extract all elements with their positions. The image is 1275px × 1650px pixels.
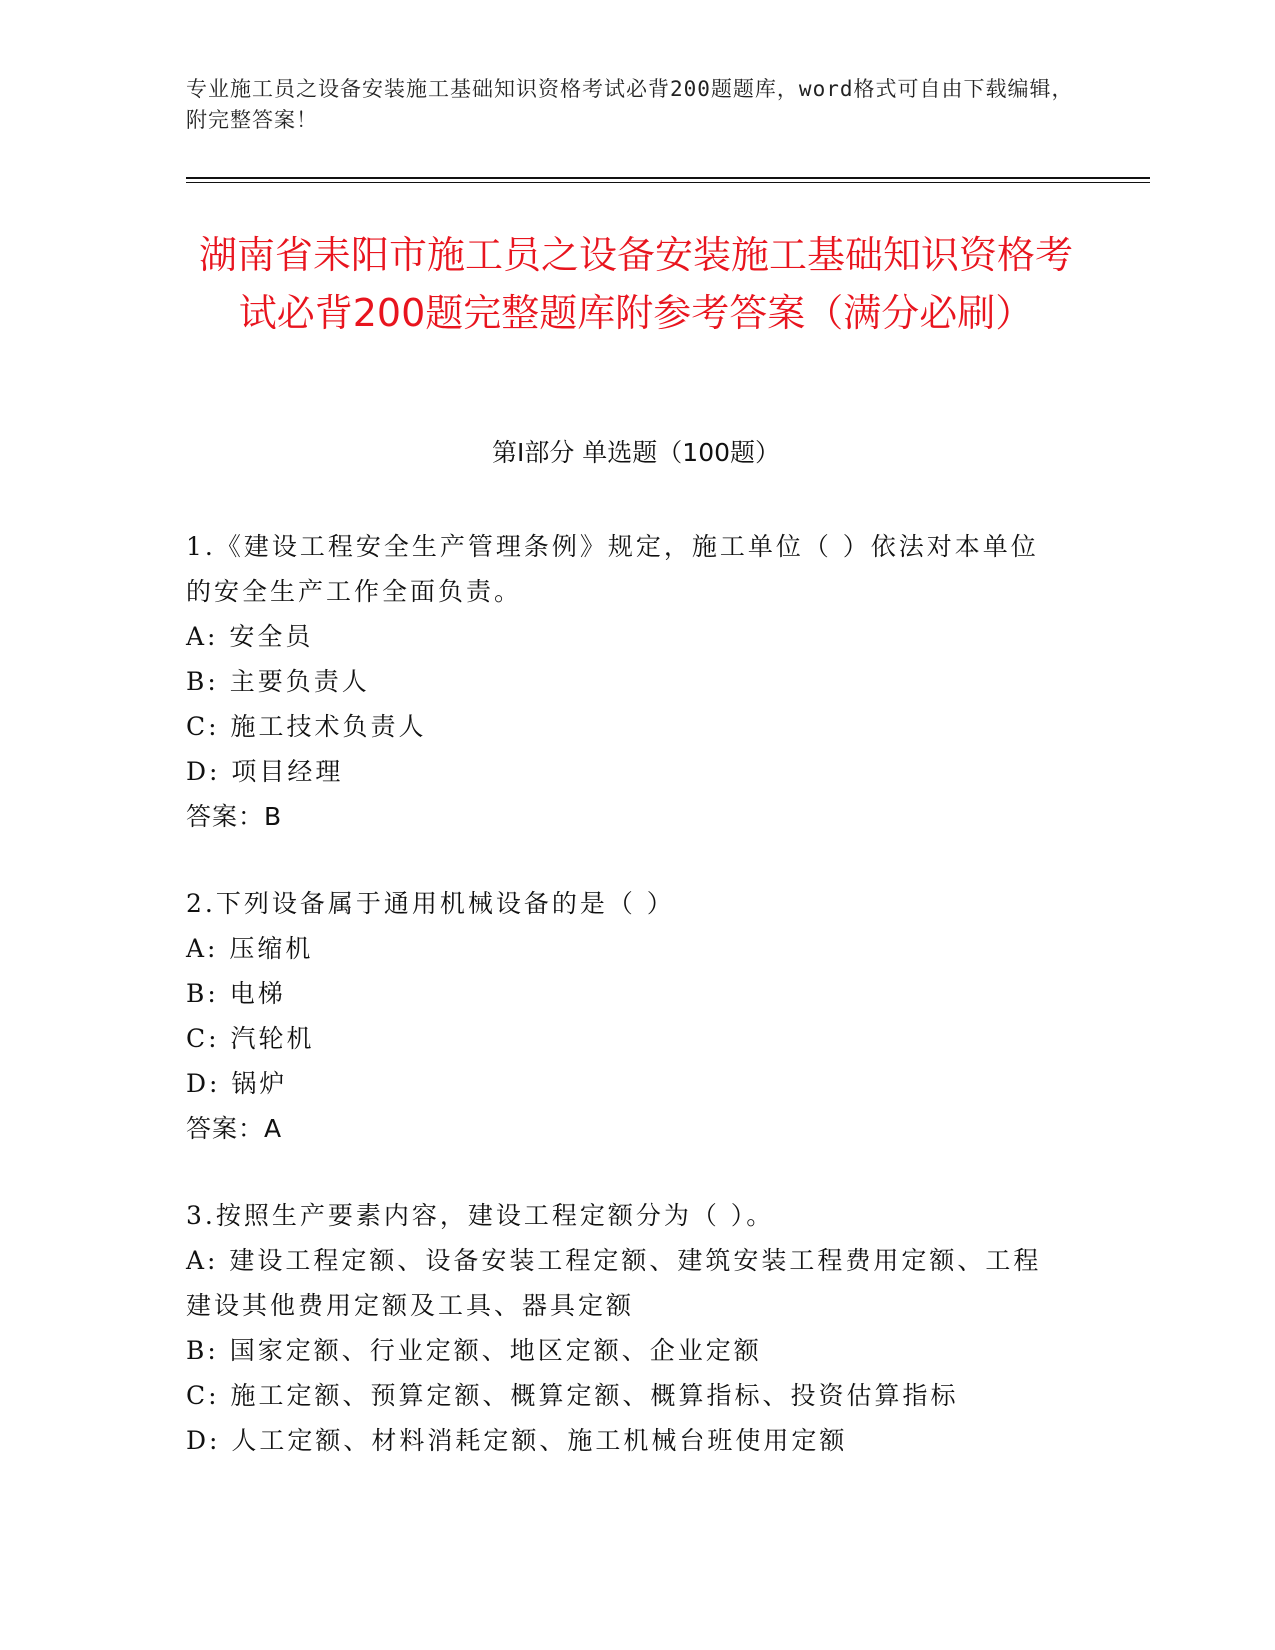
option-a: A: 建设工程定额、设备安装工程定额、建筑安装工程费用定额、工程建设其他费用定额及工具、器具定额 [186,1246,1042,1320]
header-divider-thin [186,182,1150,183]
header-note: 专业施工员之设备安装施工基础知识资格考试必背200题题库，word格式可自由下载编辑，附完整答案！ [186,77,1074,132]
option-b: B: 主要负责人 [186,667,370,696]
question-stem: 2.下列设备属于通用机械设备的是（ ） [186,889,675,918]
section-title: 第Ⅰ部分 单选题（100题） [491,438,781,467]
question-1 [186,524,1066,839]
option-d: D: 锅炉 [186,1069,288,1098]
document-title: 湖南省耒阳市施工员之设备安装施工基础知识资格考试必背200题完整题库附参考答案（满分必刷） [198,233,1073,335]
option-d: D: 人工定额、材料消耗定额、施工机械台班使用定额 [186,1426,848,1455]
option-a: A: 压缩机 [186,934,314,963]
header-divider-thick [186,177,1150,179]
option-b: B: 电梯 [186,979,286,1008]
question-2 [186,881,1066,1151]
option-c: C: 施工定额、预算定额、概算定额、概算指标、投资估算指标 [186,1381,959,1410]
question-stem: 3.按照生产要素内容，建设工程定额分为（ ）。 [186,1201,775,1230]
question-3 [186,1193,1066,1463]
answer: 答案：B [186,802,283,831]
option-d: D: 项目经理 [186,757,344,786]
option-b: B: 国家定额、行业定额、地区定额、企业定额 [186,1336,762,1365]
answer: 答案：A [186,1114,283,1143]
option-a: A: 安全员 [186,622,314,651]
question-stem: 1.《建设工程安全生产管理条例》规定，施工单位（ ）依法对本单位的安全生产工作全面负责。 [186,532,1039,606]
option-c: C: 施工技术负责人 [186,712,427,741]
question-list [186,524,1066,1505]
option-c: C: 汽轮机 [186,1024,315,1053]
